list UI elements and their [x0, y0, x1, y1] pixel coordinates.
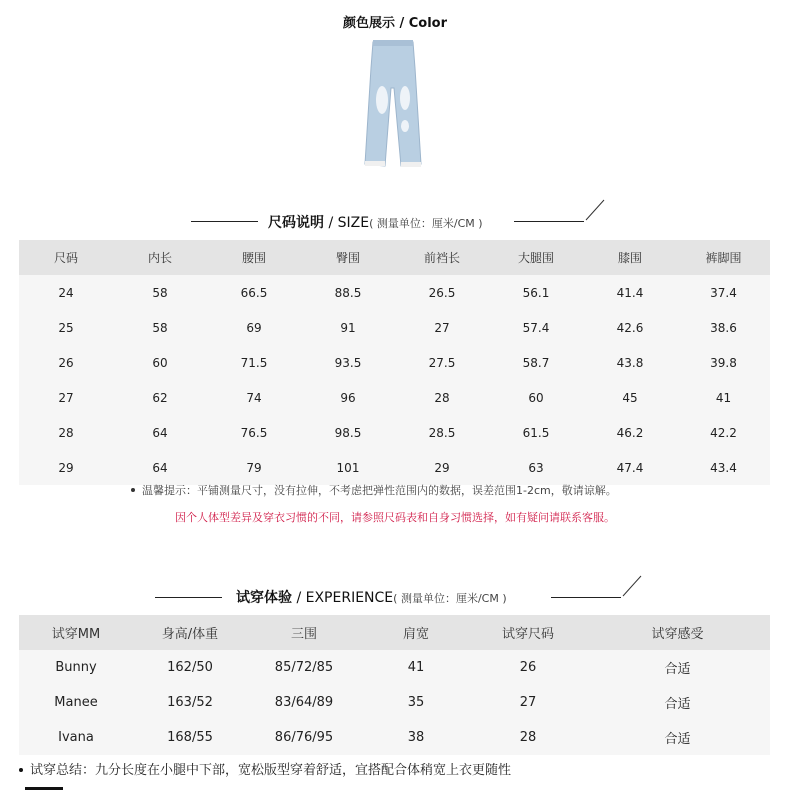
size-section-title	[268, 212, 483, 232]
table-cell: 56.1	[489, 275, 583, 310]
table-cell: 47.4	[583, 450, 677, 485]
table-cell: 64	[113, 415, 207, 450]
table-cell: 58.7	[489, 345, 583, 380]
experience-header-cell: 试穿MM	[19, 615, 133, 650]
title-rule-left	[191, 221, 258, 222]
table-row	[19, 450, 770, 485]
bullet-icon	[131, 488, 135, 492]
size-header-cell: 臀围	[301, 240, 395, 275]
title-slash-decoration	[585, 199, 605, 221]
table-cell: 28	[471, 720, 585, 755]
table-cell: 62	[113, 380, 207, 415]
table-cell: 96	[301, 380, 395, 415]
measurement-note	[131, 482, 617, 498]
experience-header-cell: 试穿感受	[585, 615, 770, 650]
experience-table	[19, 615, 770, 755]
title-slash-decoration	[622, 575, 642, 597]
table-cell: 27	[395, 310, 489, 345]
table-cell: 71.5	[207, 345, 301, 380]
experience-title-cn: 试穿体验	[236, 590, 292, 606]
table-cell: 25	[19, 310, 113, 345]
experience-header-cell: 身高/体重	[133, 615, 247, 650]
table-cell: 24	[19, 275, 113, 310]
size-header-cell: 膝围	[583, 240, 677, 275]
table-cell: 合适	[585, 650, 770, 685]
table-cell: 98.5	[301, 415, 395, 450]
size-title-en: SIZE	[337, 215, 370, 231]
table-cell: 37.4	[677, 275, 770, 310]
table-cell: 29	[19, 450, 113, 485]
table-cell: 86/76/95	[247, 720, 361, 755]
table-cell: 39.8	[677, 345, 770, 380]
table-cell: 88.5	[301, 275, 395, 310]
bullet-icon	[19, 768, 23, 772]
table-cell: 58	[113, 275, 207, 310]
fit-warning-text: 因个人体型差异及穿衣习惯的不同，请参照尺码表和自身习惯选择，如有疑问请联系客服。	[175, 511, 615, 524]
size-header-cell: 裤脚围	[677, 240, 770, 275]
size-title-cn: 尺码说明	[268, 215, 324, 231]
table-cell: 57.4	[489, 310, 583, 345]
size-header-cell: 前裆长	[395, 240, 489, 275]
table-cell: 101	[301, 450, 395, 485]
table-cell: 38	[361, 720, 471, 755]
experience-table-header-row	[19, 615, 770, 650]
table-cell: 91	[301, 310, 395, 345]
table-row	[19, 275, 770, 310]
table-cell: 83/64/89	[247, 685, 361, 720]
table-cell: 79	[207, 450, 301, 485]
table-cell: 41.4	[583, 275, 677, 310]
table-row	[19, 685, 770, 720]
table-cell: 66.5	[207, 275, 301, 310]
table-cell: 42.6	[583, 310, 677, 345]
table-cell: 27	[471, 685, 585, 720]
table-cell: 35	[361, 685, 471, 720]
table-row	[19, 345, 770, 380]
size-header-cell: 腰围	[207, 240, 301, 275]
experience-header-cell: 肩宽	[361, 615, 471, 650]
size-header-cell: 大腿围	[489, 240, 583, 275]
table-cell: 38.6	[677, 310, 770, 345]
table-cell: Bunny	[19, 650, 133, 685]
title-rule-left	[155, 597, 222, 598]
table-cell: 60	[489, 380, 583, 415]
experience-header-cell: 试穿尺码	[471, 615, 585, 650]
bottom-divider	[25, 787, 63, 790]
size-header-cell: 尺码	[19, 240, 113, 275]
table-cell: 168/55	[133, 720, 247, 755]
experience-title-en: EXPERIENCE	[305, 590, 394, 606]
size-table-header-row	[19, 240, 770, 275]
fit-summary	[19, 759, 511, 778]
measurement-note-text: 温馨提示：平铺测量尺寸，没有拉伸，不考虑把弹性范围内的数据，误差范围1-2cm，敬请谅解。	[142, 484, 617, 497]
table-cell: 45	[583, 380, 677, 415]
table-row	[19, 380, 770, 415]
color-section-title: 颜色展示 / Color	[342, 16, 448, 31]
table-row	[19, 720, 770, 755]
table-cell: 42.2	[677, 415, 770, 450]
experience-header-cell: 三围	[247, 615, 361, 650]
table-cell: Manee	[19, 685, 133, 720]
table-cell: 58	[113, 310, 207, 345]
size-table	[19, 240, 770, 485]
table-cell: 27.5	[395, 345, 489, 380]
table-row	[19, 310, 770, 345]
table-cell: 41	[677, 380, 770, 415]
table-cell: 26	[471, 650, 585, 685]
table-cell: 合适	[585, 720, 770, 755]
table-cell: 63	[489, 450, 583, 485]
table-cell: 61.5	[489, 415, 583, 450]
table-cell: 76.5	[207, 415, 301, 450]
table-cell: 46.2	[583, 415, 677, 450]
table-row	[19, 650, 770, 685]
table-cell: 43.8	[583, 345, 677, 380]
table-cell: 28	[395, 380, 489, 415]
table-cell: Ivana	[19, 720, 133, 755]
table-cell: 28.5	[395, 415, 489, 450]
table-cell: 69	[207, 310, 301, 345]
table-cell: 27	[19, 380, 113, 415]
table-cell: 26.5	[395, 275, 489, 310]
table-cell: 43.4	[677, 450, 770, 485]
table-cell: 合适	[585, 685, 770, 720]
table-cell: 93.5	[301, 345, 395, 380]
experience-title-unit: ( 测量单位：厘米/CM )	[393, 592, 507, 605]
size-title-unit: ( 测量单位：厘米/CM )	[369, 217, 483, 230]
table-cell: 162/50	[133, 650, 247, 685]
table-cell: 60	[113, 345, 207, 380]
table-cell: 74	[207, 380, 301, 415]
experience-section-title	[236, 587, 507, 607]
table-cell: 41	[361, 650, 471, 685]
title-rule-right	[514, 221, 584, 222]
table-cell: 85/72/85	[247, 650, 361, 685]
table-cell: 64	[113, 450, 207, 485]
table-cell: 28	[19, 415, 113, 450]
experience-title-sep: /	[292, 590, 306, 606]
table-cell: 26	[19, 345, 113, 380]
table-cell: 29	[395, 450, 489, 485]
fit-summary-text: 试穿总结：九分长度在小腿中下部，宽松版型穿着舒适，宜搭配合体稍宽上衣更随性	[30, 763, 512, 778]
title-rule-right	[551, 597, 621, 598]
size-header-cell: 内长	[113, 240, 207, 275]
table-cell: 163/52	[133, 685, 247, 720]
table-row	[19, 415, 770, 450]
size-title-sep: /	[324, 215, 338, 231]
jeans-product-image	[361, 38, 425, 174]
